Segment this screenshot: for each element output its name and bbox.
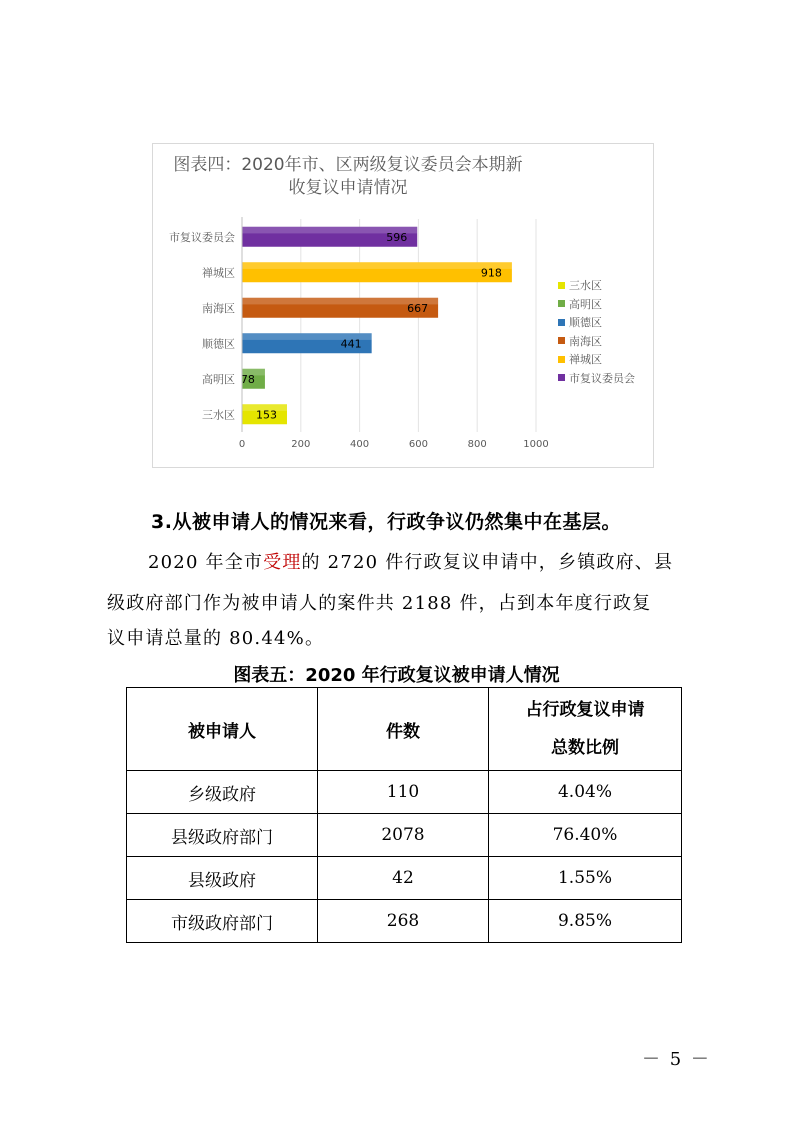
- cell-ratio: 76.40%: [489, 814, 682, 857]
- paragraph-line-1: [148, 548, 748, 574]
- table-row: [127, 814, 682, 857]
- x-tick-label: 1000: [523, 439, 549, 450]
- page-number: － 5 －: [642, 1049, 711, 1070]
- legend-swatch: [558, 282, 565, 289]
- table-header-row: [127, 688, 682, 771]
- legend-swatch: [558, 374, 565, 381]
- data-label: 596: [386, 230, 408, 244]
- x-tick-label: 200: [291, 439, 311, 450]
- header-ratio-line2: 总数比例: [551, 738, 619, 758]
- x-tick-label: 0: [238, 439, 246, 450]
- table-row: [127, 857, 682, 900]
- legend-item: [558, 313, 635, 332]
- header-respondent: 被申请人: [127, 688, 318, 771]
- x-tick-label: 400: [350, 439, 370, 450]
- data-label: 78: [240, 372, 255, 386]
- bar-chart: [152, 143, 654, 468]
- chart-legend: [558, 276, 635, 387]
- cell-count: 110: [318, 771, 489, 814]
- cell-respondent: 县级政府部门: [127, 814, 318, 857]
- cell-respondent: 市级政府部门: [127, 900, 318, 943]
- legend-label: 禅城区: [569, 353, 602, 367]
- legend-item: [558, 350, 635, 369]
- legend-label: 市复议委员会: [569, 371, 635, 385]
- table-row: [127, 771, 682, 814]
- table-row: [127, 900, 682, 943]
- data-label: 918: [480, 266, 502, 280]
- legend-item: [558, 295, 635, 314]
- p1-text-b: 的 2720 件行政复议申请中，乡镇政府、县: [301, 552, 674, 573]
- legend-item: [558, 276, 635, 295]
- category-label: 高明区: [202, 372, 235, 386]
- cell-respondent: 乡级政府: [127, 771, 318, 814]
- cell-count: 42: [318, 857, 489, 900]
- chart-title-line1: 图表四：2020年市、区两级复议委员会本期新: [173, 155, 523, 175]
- legend-swatch: [558, 356, 565, 363]
- category-label: 禅城区: [202, 266, 235, 280]
- section-heading: 3.从被申请人的情况来看，行政争议仍然集中在基层。: [151, 511, 621, 533]
- legend-label: 三水区: [569, 279, 602, 293]
- header-ratio-line1: 占行政复议申请: [525, 700, 645, 720]
- legend-swatch: [558, 300, 565, 307]
- data-label: 667: [407, 301, 429, 315]
- cell-count: 2078: [318, 814, 489, 857]
- legend-label: 高明区: [569, 297, 602, 311]
- cell-ratio: 4.04%: [489, 771, 682, 814]
- respondent-table: [126, 687, 682, 943]
- legend-item: [558, 369, 635, 388]
- legend-swatch: [558, 319, 565, 326]
- header-count: 件数: [318, 688, 489, 771]
- category-label: 南海区: [202, 301, 235, 315]
- cell-respondent: 县级政府: [127, 857, 318, 900]
- table-title: 图表五：2020 年行政复议被申请人情况: [233, 665, 560, 686]
- chart-title-line2: 收复议申请情况: [288, 178, 408, 198]
- cell-ratio: 9.85%: [489, 900, 682, 943]
- category-label: 三水区: [202, 408, 235, 422]
- data-label: 441: [340, 337, 362, 351]
- p1-text-a: 2020 年全市: [148, 552, 264, 573]
- p1-highlight: 受理: [263, 552, 302, 573]
- data-label: 153: [255, 408, 277, 422]
- x-tick-label: 800: [467, 439, 487, 450]
- cell-ratio: 1.55%: [489, 857, 682, 900]
- paragraph-line-2: 级政府部门作为被申请人的案件共 2188 件，占到本年度行政复: [107, 593, 652, 614]
- legend-label: 南海区: [569, 334, 602, 348]
- cell-count: 268: [318, 900, 489, 943]
- category-label: 顺德区: [202, 337, 235, 351]
- legend-swatch: [558, 337, 565, 344]
- bar-highlight: [242, 262, 512, 269]
- legend-item: [558, 332, 635, 351]
- legend-label: 顺德区: [569, 316, 602, 330]
- category-label: 市复议委员会: [169, 230, 235, 244]
- paragraph-line-3: 议申请总量的 80.44%。: [107, 628, 325, 649]
- header-ratio: [489, 688, 682, 771]
- x-tick-label: 600: [408, 439, 428, 450]
